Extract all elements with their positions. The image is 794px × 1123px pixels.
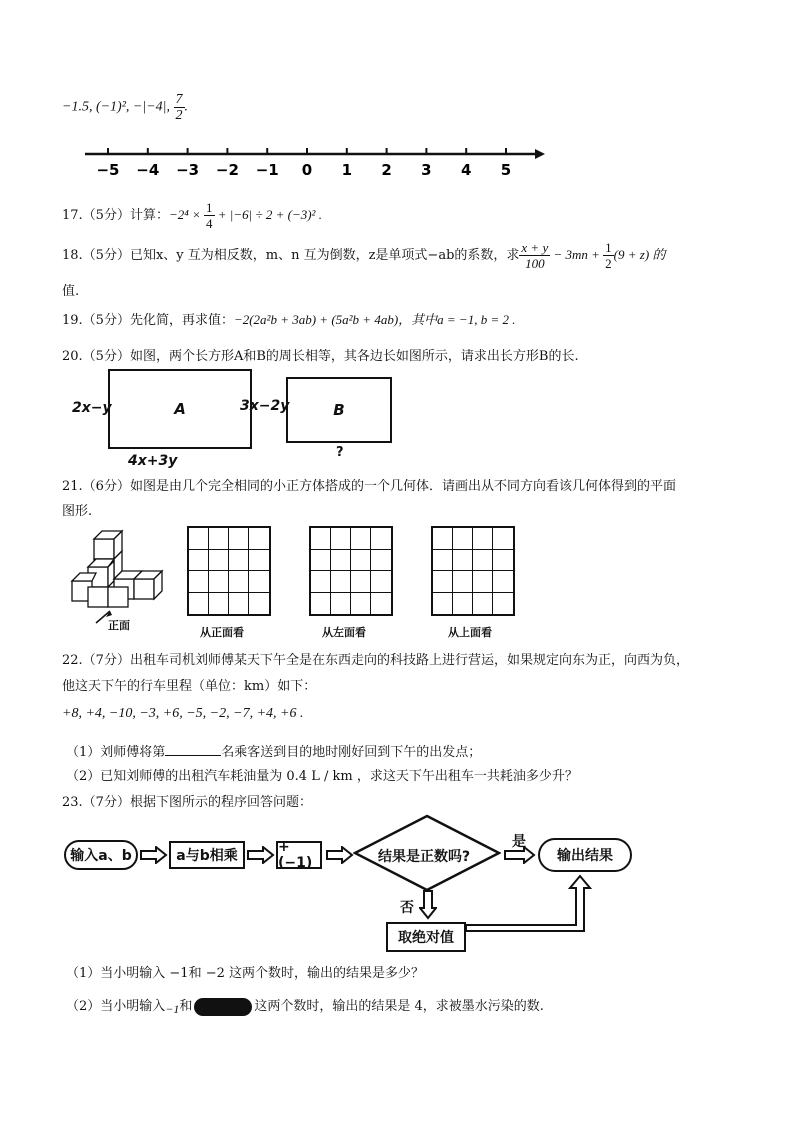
number-line-tick-label: 0 xyxy=(301,161,313,179)
q18-frac1-num: x + y xyxy=(521,240,549,255)
q22-sub1 xyxy=(66,741,481,760)
number-line xyxy=(80,140,550,185)
q18-mid: − 3mn + xyxy=(550,247,604,262)
rect-a-name: A xyxy=(174,400,186,418)
flow-no-label: 否 xyxy=(400,900,414,916)
double-arrow-down-icon xyxy=(419,890,437,920)
number-line-tick-label: −1 xyxy=(255,161,279,179)
frac-den: 2 xyxy=(175,108,183,123)
rect-b-bottom-label: ? xyxy=(336,445,344,460)
q18-tail: (9 + z) 的 xyxy=(613,247,666,262)
flow-abs-box xyxy=(386,922,466,952)
number-line-tick-label: −4 xyxy=(136,161,160,179)
number-line-tick-label: 3 xyxy=(421,161,432,179)
q19-label: 19.（5分）先化简，再求值： xyxy=(62,313,234,328)
ink-blot xyxy=(194,998,252,1016)
rectangle-b xyxy=(286,377,392,443)
flow-multiply-box xyxy=(169,841,245,869)
q18-frac2-den: 2 xyxy=(605,256,612,271)
given-numbers xyxy=(62,92,188,123)
question-20: 20.（5分）如图，两个长方形A和B的周长相等，其各边长如图所示，请求出长方形B的长. xyxy=(62,349,579,364)
rectangle-a xyxy=(108,369,252,449)
frac-num: 7 xyxy=(175,92,183,107)
q17-label: 17.（5分）计算： xyxy=(62,208,169,223)
q17-expr-a: −2⁴ × xyxy=(168,207,205,222)
number-line-tick-label: −2 xyxy=(215,161,239,179)
double-arrow-icon xyxy=(140,846,168,864)
number-line-tick-label: 2 xyxy=(381,161,392,179)
grid-left-view[interactable] xyxy=(309,526,393,616)
flow-input-text: 输入a、b xyxy=(70,848,132,864)
q23-sub2-num: −1 xyxy=(165,1002,180,1016)
q18-fraction-1 xyxy=(519,240,550,271)
grid-label-top: 从上面看 xyxy=(448,626,492,639)
flow-plus-box xyxy=(276,841,322,869)
rect-b-side-label: 3x−2y xyxy=(240,398,290,414)
arrow-head-icon xyxy=(535,149,545,159)
q22-sub2: （2）已知刘师傅的出租汽车耗油量为 0.4 L / km ，求这天下午出租车一共耗油多少升？ xyxy=(66,769,578,784)
number-line-tick-label: 4 xyxy=(460,161,472,179)
q23-sub2-b: 这两个数时，输出的结果是 4，求被墨水污染的数. xyxy=(254,999,544,1014)
q18-line2: 值. xyxy=(62,284,80,299)
grid-label-left: 从左面看 xyxy=(322,626,366,639)
q18-frac1-den: 100 xyxy=(525,256,545,271)
question-21-line1: 21.（6分）如图是由几个完全相同的小正方体搭成的一个几何体．请画出从不同方向看该几何体得到的平面 xyxy=(62,479,676,494)
rect-a-side-label: 2x−y xyxy=(72,400,112,416)
q23-sub2-mid: 和 xyxy=(179,999,193,1014)
seven-halves-fraction xyxy=(174,92,185,123)
flow-multiply-text: a与b相乘 xyxy=(176,848,238,864)
grid-top-view[interactable] xyxy=(431,526,515,616)
grid-front-view[interactable] xyxy=(187,526,271,616)
q22-sub1-a: （1）刘师傅将第 xyxy=(66,745,166,760)
double-arrow-icon xyxy=(247,846,275,864)
rect-a-bottom-label: 4x+3y xyxy=(128,453,178,469)
question-18 xyxy=(62,240,665,271)
number-line-tick-label: 1 xyxy=(341,161,353,179)
double-arrow-icon xyxy=(504,846,536,864)
question-21-line2: 图形. xyxy=(62,504,93,519)
number-line-tick-label: 5 xyxy=(500,161,512,179)
given-numbers-tail: . xyxy=(184,99,189,115)
q18-frac2-num: 1 xyxy=(605,240,612,255)
question-23: 23.（7分）根据下图所示的程序回答问题： xyxy=(62,795,312,810)
q22-mileage-values: +8, +4, −10, −3, +6, −5, −2, −7, +4, +6 . xyxy=(62,706,304,721)
q19-tail: ，其中a = −1, b = 2 . xyxy=(398,312,516,327)
double-arrow-icon xyxy=(326,846,354,864)
q23-sub2-a: （2）当小明输入 xyxy=(66,999,166,1014)
number-line-tick-label: −3 xyxy=(176,161,200,179)
question-22-line1: 22.（7分）出租车司机刘师傅某天下午全是在东西走向的科技路上进行营运，如果规定向东为正，向西为负， xyxy=(62,653,689,668)
number-line-tick-label: −5 xyxy=(96,161,120,179)
q17-fraction xyxy=(204,200,215,231)
rect-b-name: B xyxy=(333,401,345,419)
flow-plus-text: +(−1) xyxy=(278,839,313,871)
q18-label: 18.（5分）已知x、y 互为相反数，m、n 互为倒数，z是单项式−ab的系数，求 xyxy=(62,248,520,263)
given-numbers-text: −1.5, (−1)², −|−4|, xyxy=(62,99,174,115)
flow-output-text: 输出结果 xyxy=(557,848,613,864)
question-17 xyxy=(62,200,322,231)
q23-sub1: （1）当小明输入 −1和 −2 这两个数时，输出的结果是多少？ xyxy=(66,966,424,981)
flow-abs-text: 取绝对值 xyxy=(398,930,454,946)
q17-expr-b: + |−6| ÷ 2 + (−3)² . xyxy=(214,207,322,222)
q18-fraction-2 xyxy=(603,240,614,271)
flow-decision-text: 结果是正数吗? xyxy=(378,849,471,865)
flow-return-arrow xyxy=(466,874,596,944)
q19-expr: −2(2a²b + 3ab) + (5a²b + 4ab) xyxy=(233,312,399,327)
q17-frac-num: 1 xyxy=(206,200,213,215)
question-22-line2: 他这天下午的行车里程（单位：km）如下： xyxy=(62,679,317,694)
front-label: 正面 xyxy=(108,619,130,632)
flow-output-box xyxy=(538,838,632,872)
q22-sub1-b: 名乘客送到目的地时刚好回到下午的出发点； xyxy=(221,745,482,760)
q23-sub2 xyxy=(66,995,544,1016)
grid-label-front: 从正面看 xyxy=(200,626,244,639)
flow-yes-label: 是 xyxy=(512,834,526,850)
flow-input-box xyxy=(64,840,138,870)
q17-frac-den: 4 xyxy=(206,216,213,231)
answer-blank[interactable] xyxy=(165,743,221,756)
question-19 xyxy=(62,309,515,328)
